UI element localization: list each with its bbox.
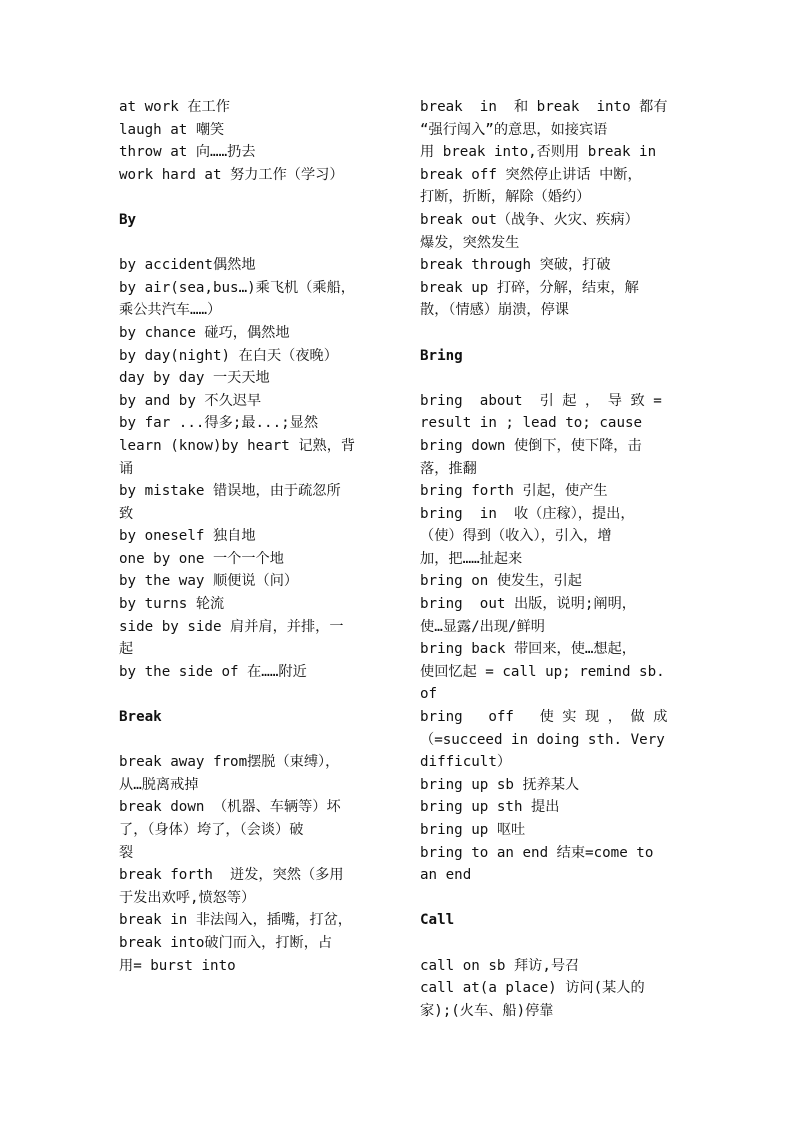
phrase-line: 致 [119, 505, 134, 522]
phrase-line: by air(sea,bus…)乘飞机（乘船， [119, 279, 355, 296]
phrase-line: 于发出欢呼,愤怒等） [119, 889, 256, 906]
phrase-line: break away from摆脱（束缚）， [119, 754, 340, 771]
phrase-line: by accident偶然地 [119, 257, 256, 274]
phrase-line: bring to an end 结束=come to [420, 844, 654, 861]
phrase-line: bring down 使倒下，使下降，击 [420, 437, 642, 454]
phrase-line: at work 在工作 [119, 99, 230, 115]
phrase-line: bring about 引 起 ， 导 致 = [420, 392, 662, 409]
phrase-line: break out（战争、火灾、疾病） [420, 211, 639, 228]
phrase-line: 用 break into,否则用 break in [420, 144, 657, 161]
phrase-line: by oneself 独自地 [119, 528, 256, 545]
phrase-line: （=succeed in doing sth. Very [420, 731, 665, 748]
phrase-line: day by day 一天天地 [119, 370, 270, 387]
section-heading: By [119, 211, 137, 228]
phrase-line: one by one 一个一个地 [119, 550, 284, 567]
blank-line [119, 186, 381, 209]
phrase-line: by and by 不久迟早 [119, 392, 262, 409]
phrase-line: work hard at 努力工作（学习） [119, 166, 344, 183]
phrase-line: 了，（身体）垮了，（会谈）破 [119, 822, 304, 838]
phrase-line: bring up sth 提出 [420, 799, 560, 816]
blank-line [420, 322, 682, 345]
phrase-line: by the way 顺便说（问） [119, 573, 299, 590]
phrase-line: 落，推翻 [420, 460, 477, 477]
phrase-line: break in 非法闯入，插嘴，打岔， [119, 912, 352, 929]
phrase-line: side by side 肩并肩，并排，一 [119, 618, 344, 635]
phrase-line: bring up 呕吐 [420, 822, 526, 838]
phrase-line: bring forth 引起，使产生 [420, 483, 608, 500]
section-heading: Call [420, 912, 455, 929]
phrase-line: bring out 出版，说明;阐明， [420, 596, 636, 613]
phrase-line: break forth 迸发，突然（多用 [119, 867, 344, 884]
section-heading: Bring [420, 347, 463, 364]
left-column [119, 96, 381, 977]
phrase-line: 从…脱离戒掉 [119, 776, 199, 793]
phrase-line: by the side of 在……附近 [119, 663, 307, 680]
phrase-line: bring off 使 实 现 ， 做 成 [420, 709, 668, 726]
blank-line [119, 729, 381, 752]
phrase-line: by day(night) 在白天（夜晚） [119, 347, 338, 364]
phrase-line: bring in 收（庄稼），提出， [420, 505, 635, 522]
phrase-line: break in 和 break into 都有 [420, 99, 668, 115]
phrase-line: difficult） [420, 754, 512, 771]
phrase-line: 散，（情感）崩溃，停课 [420, 302, 569, 319]
phrase-line: 裂 [119, 844, 134, 861]
phrase-line: learn (know)by heart 记熟，背 [119, 437, 356, 454]
blank-line [420, 367, 682, 390]
phrase-line: call on sb 拜访,号召 [420, 957, 580, 974]
phrase-line: “强行闯入”的意思，如接宾语 [420, 121, 608, 138]
phrase-line: bring up sb 抚养某人 [420, 776, 580, 793]
phrase-line: bring on 使发生，引起 [420, 573, 582, 590]
phrase-line: 使回忆起 = call up; remind sb. [420, 663, 665, 680]
phrase-line: 家);(火车、船)停靠 [420, 1002, 554, 1019]
phrase-line: break up 打碎，分解，结束，解 [420, 279, 639, 296]
phrase-line: by far ...得多;最...;显然 [119, 415, 319, 432]
section-heading: Break [119, 709, 162, 726]
phrase-line: by mistake 错误地，由于疏忽所 [119, 483, 341, 500]
phrase-line: result in ; lead to; cause [420, 415, 643, 432]
phrase-line: laugh at 嘲笑 [119, 121, 225, 138]
phrase-line: break down （机器、车辆等）坏 [119, 799, 341, 816]
phrase-line: of [420, 686, 438, 703]
phrase-line: 乘公共汽车……） [119, 302, 222, 319]
phrase-line: （使）得到（收入），引入，增 [420, 528, 612, 545]
phrase-line: 打断，折断，解除（婚约） [420, 189, 591, 206]
phrase-line: 起 [119, 641, 134, 658]
blank-line [119, 232, 381, 255]
phrase-line: 用= burst into [119, 957, 236, 974]
phrase-line: 诵 [119, 460, 134, 477]
phrase-line: 使…显露/出现/鲜明 [420, 618, 545, 635]
phrase-line: break through 突破，打破 [420, 257, 611, 274]
phrase-line: throw at 向……扔去 [119, 144, 256, 161]
phrase-line: 加，把……扯起来 [420, 550, 523, 567]
blank-line [420, 932, 682, 955]
phrase-line: break into破门而入，打断，占 [119, 934, 333, 951]
blank-line [420, 887, 682, 910]
phrase-line: by chance 碰巧，偶然地 [119, 324, 290, 341]
phrase-line: 爆发，突然发生 [420, 234, 520, 251]
phrase-line: break off 突然停止讲话 中断， [420, 166, 642, 183]
blank-line [119, 683, 381, 706]
phrase-line: call at(a place) 访问(某人的 [420, 980, 645, 997]
phrase-line: by turns 轮流 [119, 596, 225, 613]
phrase-line: an end [420, 867, 472, 884]
right-column [420, 96, 682, 1022]
phrase-line: bring back 带回来，使…想起， [420, 641, 636, 658]
